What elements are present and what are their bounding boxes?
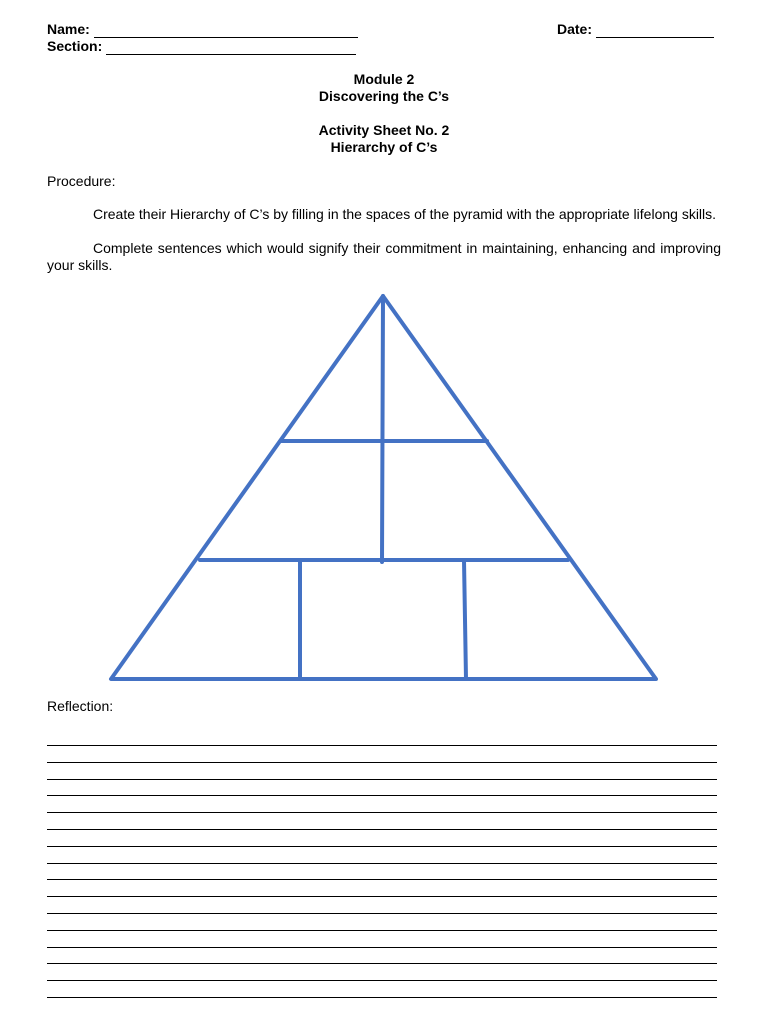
reflection-line[interactable] (47, 829, 717, 830)
reflection-line[interactable] (47, 879, 717, 880)
reflection-line[interactable] (47, 812, 717, 813)
activity-title: Hierarchy of C’s (330, 139, 438, 155)
name-label: Name: (47, 21, 90, 37)
reflection-line[interactable] (47, 930, 717, 931)
procedure-text-2: Complete sentences which would signify their commitment in maintaining, enhancing and improving your skills. (47, 240, 721, 273)
date-label: Date: (557, 21, 593, 37)
reflection-line[interactable] (47, 980, 717, 981)
reflection-line[interactable] (47, 745, 717, 746)
reflection-line[interactable] (47, 997, 717, 998)
activity-heading: Activity Sheet No. 2 (318, 122, 450, 138)
reflection-line[interactable] (47, 863, 717, 864)
section-label: Section: (47, 38, 103, 54)
procedure-text-1: Create their Hierarchy of C’s by filling in the spaces of the pyramid with the appropriate lifelong skills. (93, 206, 717, 222)
module-title: Discovering the C’s (318, 88, 450, 104)
pyramid-blank-middle-right[interactable] (385, 443, 565, 558)
pyramid-bottom-divider-right (464, 560, 466, 679)
module-heading: Module 2 (353, 71, 415, 87)
reflection-line[interactable] (47, 896, 717, 897)
reflection-line[interactable] (47, 947, 717, 948)
pyramid-blank-middle-left[interactable] (203, 443, 381, 558)
reflection-line[interactable] (47, 963, 717, 964)
pyramid-blank-bottom-center[interactable] (302, 562, 464, 677)
reflection-line[interactable] (47, 779, 717, 780)
reflection-line[interactable] (47, 762, 717, 763)
pyramid-blank-bottom-left[interactable] (114, 562, 298, 677)
procedure-label: Procedure: (47, 173, 116, 189)
reflection-line[interactable] (47, 795, 717, 796)
reflection-line[interactable] (47, 913, 717, 914)
reflection-label: Reflection: (47, 698, 114, 714)
pyramid-blank-bottom-right[interactable] (466, 562, 653, 677)
reflection-line[interactable] (47, 846, 717, 847)
pyramid-blank-top-left[interactable] (285, 300, 383, 439)
